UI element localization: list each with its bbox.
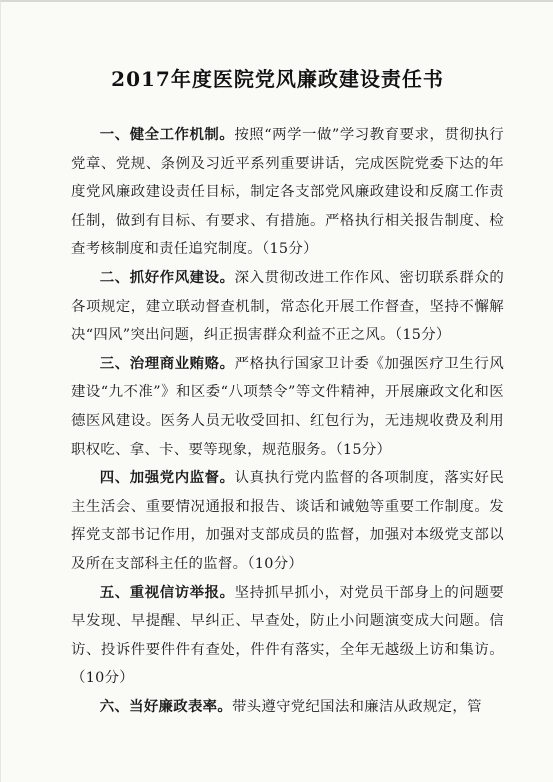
section-heading: 四、加强党内监督。: [99, 469, 235, 487]
section-5: [71, 579, 504, 693]
section-score: （15分）: [261, 241, 318, 258]
section-3: [71, 350, 504, 464]
section-1: [71, 121, 504, 264]
section-heading: 五、重视信访举报。: [99, 583, 235, 601]
section-heading: 二、抓好作风建设。: [99, 268, 235, 286]
section-text: 带头遵守党纪国法和廉洁从政规定，管: [232, 698, 482, 715]
section-4: [71, 464, 504, 578]
section-score: （10分）: [71, 670, 134, 687]
section-score: （15分）: [335, 441, 392, 458]
section-text: 按照“两学一做”学习教育要求，贯彻执行党章、党规、条例及习近平系列重要讲话，完成医院党委下达的年度党风廉政建设责任目标，制定各支部党风廉政建设和反腐工作责任制，做到有目标、有要求、有措施。严格执行相关报告制度、检查考核制度和责任追究制度。: [71, 127, 504, 258]
section-text: 深入贯彻改进工作作风、密切联系群众的各项规定，建立联动督查机制，常态化开展工作督查，坚持不懈解决“四风”突出问题，纠正损害群众利益不正之风。: [71, 269, 505, 344]
section-heading: 一、健全工作机制。: [99, 126, 235, 143]
section-heading: 三、治理商业贿赂。: [99, 354, 235, 372]
document-title: 2017年度医院党风廉政建设责任书: [111, 67, 444, 91]
section-score: （15分）: [394, 327, 451, 344]
section-text: 坚持抓早抓小，对党员干部身上的问题要早发现、早提醒、早纠正、早查处，防止小问题演变成大问题。信访、投诉件要件件有查处，件件有落实，全年无越级上访和集访。: [71, 584, 505, 658]
section-2: [71, 264, 504, 350]
section-score: （10分）: [247, 555, 304, 572]
section-heading: 六、当好廉政表率。: [99, 697, 233, 715]
section-text: 严格执行国家卫计委《加强医疗卫生行风建设“九不准”》和区委“八项禁令”等文件精神，开展廉政文化和医德医风建设。医务人员无收受回扣、红包行为，无违规收费及利用职权吃、拿、卡、要等现象，规范服务。: [71, 355, 505, 458]
section-text: 认真执行党内监督的各项制度，落实好民主生活会、重要情况通报和报告、谈话和诫勉等重要工作制度。发挥党支部书记作用，加强对支部成员的监督，加强对本级党支部以及所在支部科主任的监督。: [71, 470, 505, 572]
section-6: [71, 693, 504, 722]
document-body: [71, 121, 504, 721]
